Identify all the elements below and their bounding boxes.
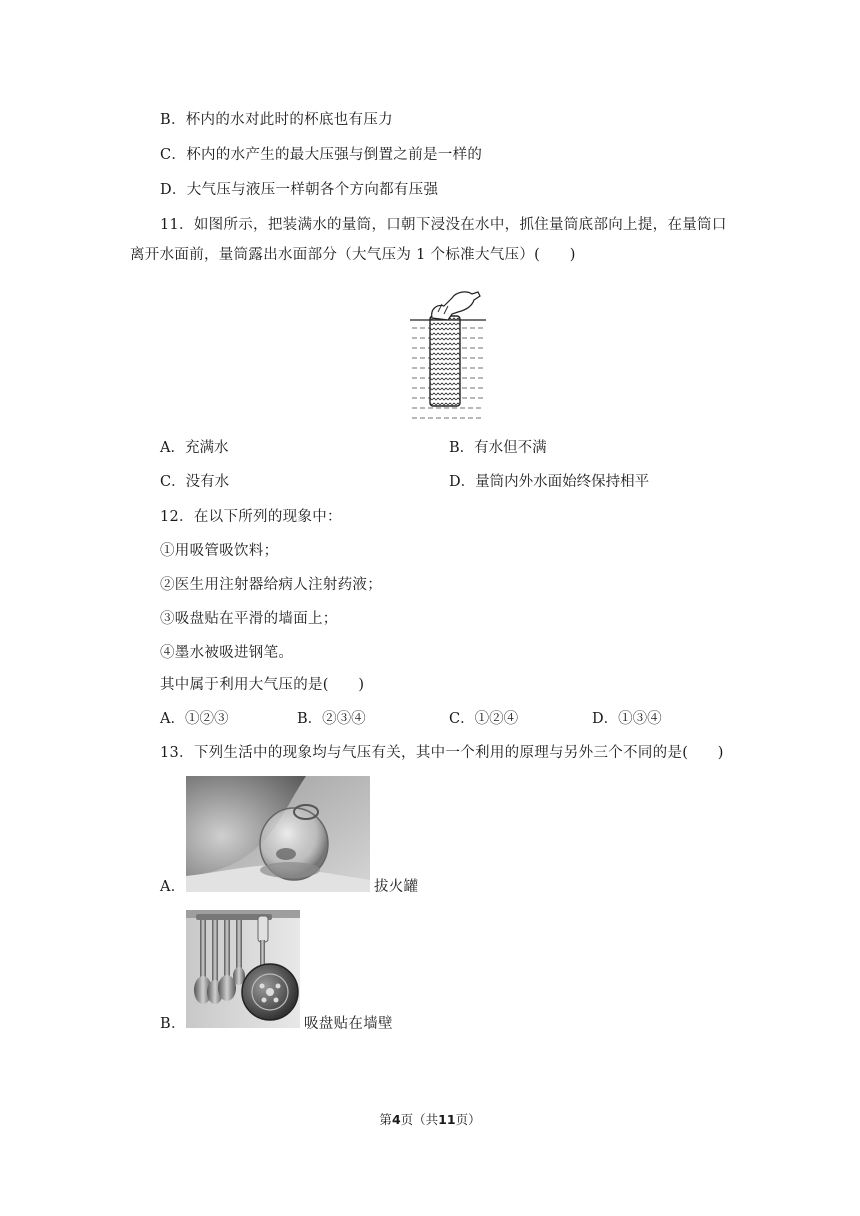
q12-question: 其中属于利用大气压的是( ) — [160, 677, 365, 693]
q10-option-d: D．大气压与液压一样朝各个方向都有压强 — [160, 182, 439, 198]
q10-option-b: B．杯内的水对此时的杯底也有压力 — [160, 112, 393, 128]
page-footer — [0, 1110, 860, 1128]
q11-stem-line1: 11．如图所示，把装满水的量筒，口朝下浸没在水中，抓住量筒底部向上提，在量筒口 — [160, 217, 727, 233]
q11-option-a: A．充满水 — [160, 440, 229, 456]
q12-option-c: C．①②④ — [449, 711, 519, 727]
footer-suffix: 页） — [455, 1112, 481, 1127]
cupping-photo — [186, 776, 370, 892]
q13-option-a-letter: A． — [160, 879, 186, 895]
q13-stem: 13．下列生活中的现象均与气压有关，其中一个利用的原理与另外三个不同的是( ) — [160, 745, 724, 761]
footer-mid: 页（共 — [400, 1112, 439, 1127]
footer-total-pages: 11 — [438, 1112, 456, 1127]
q13-option-b-letter: B． — [160, 1016, 186, 1032]
footer-prefix: 第 — [379, 1112, 392, 1127]
q11-option-b: B．有水但不满 — [449, 440, 547, 456]
q11-option-c: C．没有水 — [160, 474, 230, 490]
q13-option-b-caption: 吸盘贴在墙壁 — [304, 1016, 393, 1032]
q10-option-c: C．杯内的水产生的最大压强与倒置之前是一样的 — [160, 147, 483, 163]
q12-stem: 12．在以下所列的现象中： — [160, 509, 342, 525]
q12-item-4: ④墨水被吸进钢笔。 — [160, 645, 294, 661]
suction-hook-photo — [186, 910, 300, 1028]
q12-option-b: B．②③④ — [297, 711, 366, 727]
q13-option-a-caption: 拔火罐 — [374, 879, 419, 895]
q11-stem-line2: 离开水面前，量筒露出水面部分（大气压为 1 个标准大气压）( ) — [130, 247, 576, 263]
q12-option-d: D．①③④ — [592, 711, 662, 727]
q12-item-2: ②医生用注射器给病人注射药液； — [160, 577, 382, 593]
q12-item-3: ③吸盘贴在平滑的墙面上； — [160, 611, 338, 627]
q12-option-a: A．①②③ — [160, 711, 229, 727]
q11-cylinder-figure — [408, 282, 488, 424]
footer-page-number: 4 — [391, 1112, 401, 1127]
q12-item-1: ①用吸管吸饮料； — [160, 543, 279, 559]
q11-option-d: D．量筒内外水面始终保持相平 — [449, 474, 650, 490]
